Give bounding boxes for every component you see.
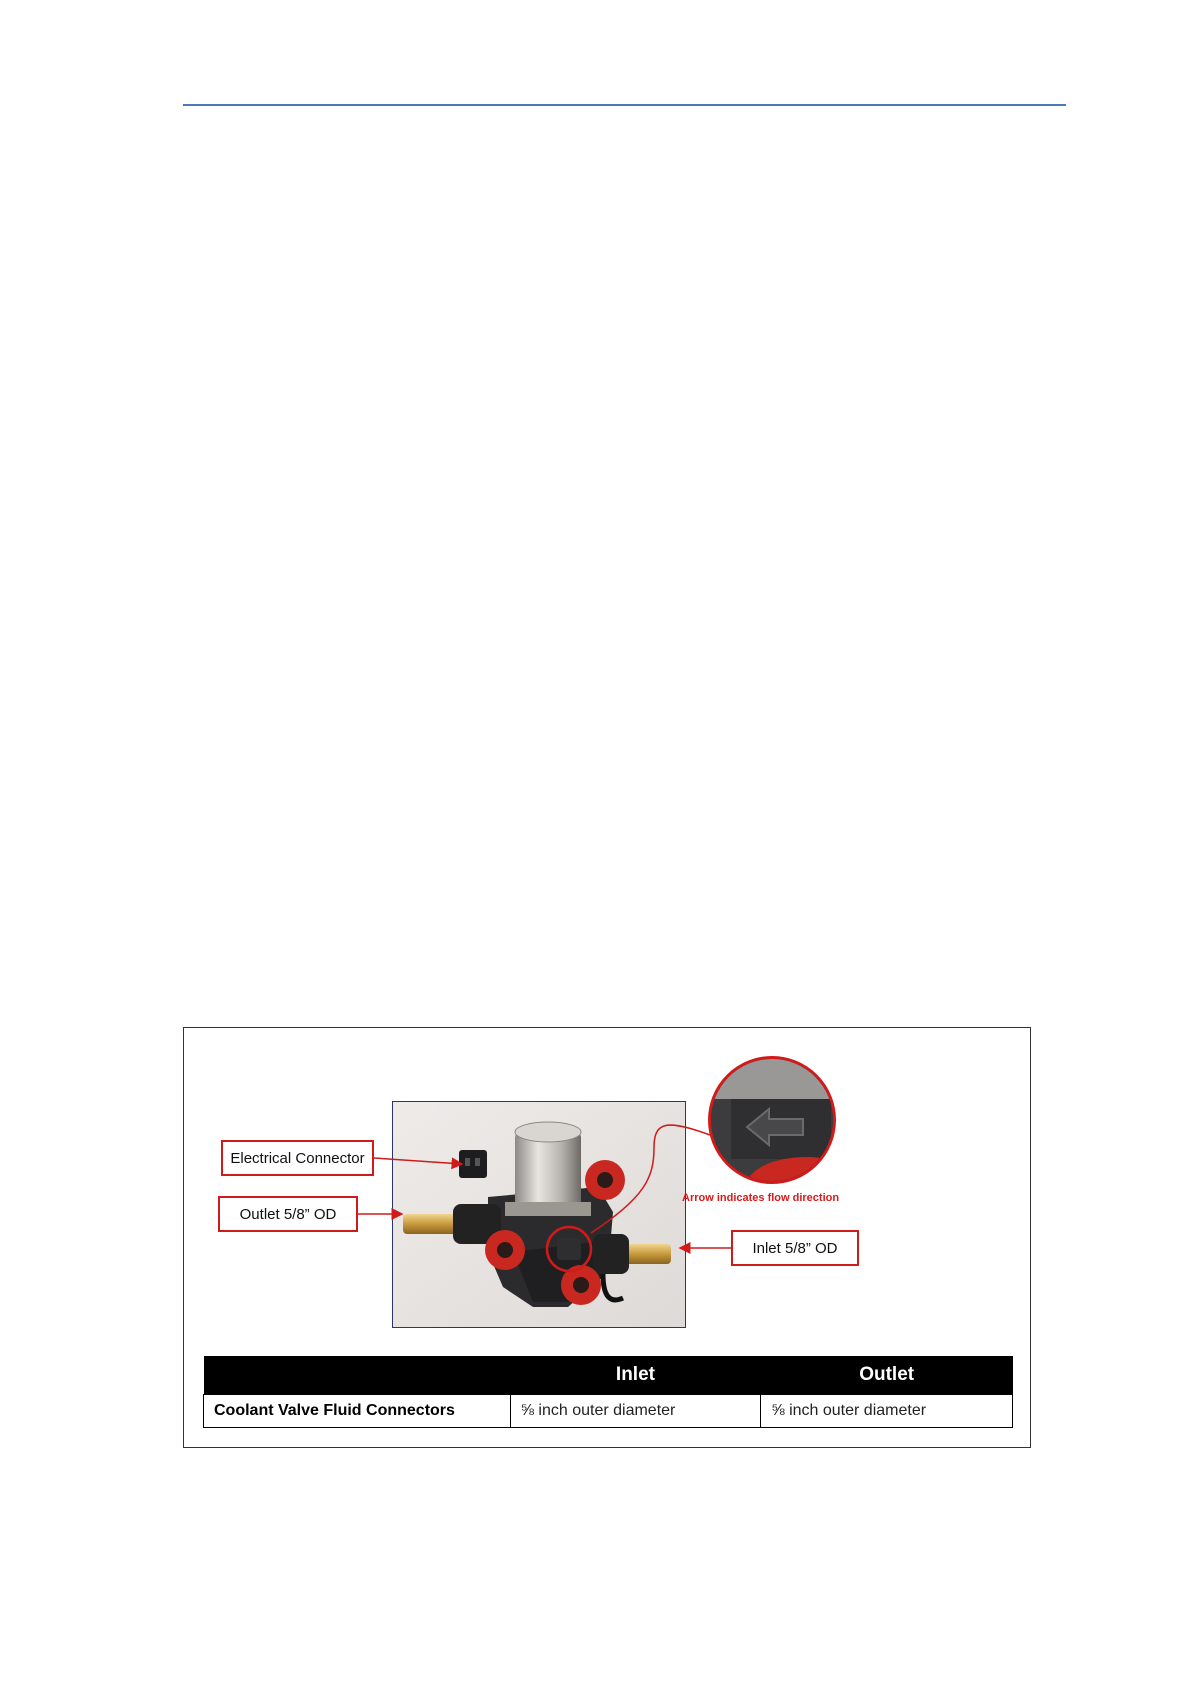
connector-spec-table bbox=[203, 1356, 1013, 1428]
flow-direction-note: Arrow indicates flow direction bbox=[682, 1192, 840, 1204]
header-rule bbox=[183, 104, 1066, 106]
flow-arrow-zoom-illustration bbox=[711, 1059, 836, 1184]
row-label: Coolant Valve Fluid Connectors bbox=[204, 1395, 511, 1428]
coolant-valve-illustration bbox=[393, 1102, 686, 1328]
callout-electrical-connector: Electrical Connector bbox=[221, 1140, 374, 1176]
mount-seal bbox=[585, 1160, 625, 1200]
mount-seal bbox=[485, 1230, 525, 1270]
table-header-inlet: Inlet bbox=[510, 1356, 761, 1395]
table-header-outlet: Outlet bbox=[761, 1356, 1013, 1395]
table-row bbox=[204, 1395, 1013, 1428]
coolant-valve-photo bbox=[392, 1101, 686, 1328]
callout-outlet: Outlet 5/8” OD bbox=[218, 1196, 358, 1232]
flow-arrow-zoom-inset bbox=[708, 1056, 836, 1184]
callout-inlet: Inlet 5/8” OD bbox=[731, 1230, 859, 1266]
table-header-row bbox=[204, 1356, 1013, 1395]
inlet-spec: ⅝ inch outer diameter bbox=[510, 1395, 761, 1428]
coolant-valve-figure bbox=[183, 1027, 1031, 1448]
outlet-spec: ⅝ inch outer diameter bbox=[761, 1395, 1013, 1428]
table-header-blank bbox=[204, 1356, 511, 1395]
